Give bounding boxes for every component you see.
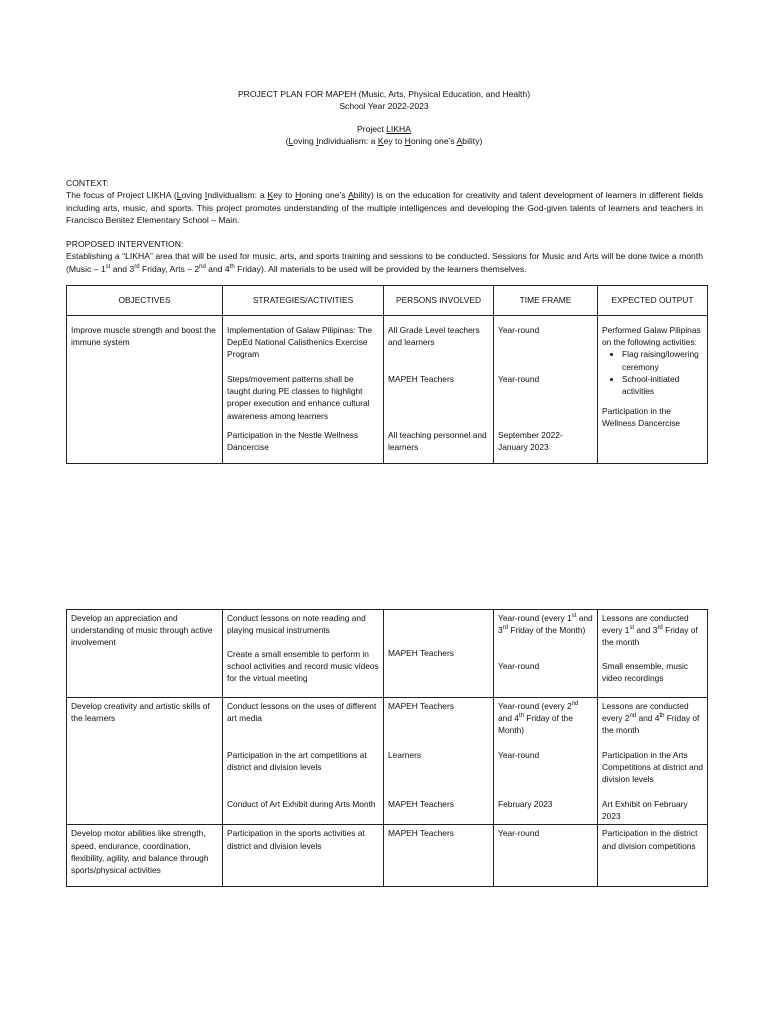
- objective-cell: Develop creativity and artistic skills of the learners: [67, 698, 223, 825]
- table-row: [67, 610, 708, 698]
- table-row: [67, 698, 708, 825]
- expected-output-cell: Participation in the district and division competitions: [598, 825, 708, 887]
- header-time-frame: TIME FRAME: [494, 286, 598, 316]
- document-header: [0, 89, 768, 147]
- expected-output-cell: Performed Galaw Pilipinas on the following activities: • Flag raising/lowering ceremony • School-initiated activities Participation in the Wellness Dancercise: [598, 316, 708, 464]
- list-item: • School-initiated activities: [622, 373, 703, 397]
- plan-table-2: [66, 609, 708, 887]
- objective-cell: Develop an appreciation and understanding of music through active involvement: [67, 610, 223, 698]
- objective-cell: Improve muscle strength and boost the immune system: [67, 316, 223, 464]
- project-name: Project LIKHA: [357, 124, 411, 134]
- project-expansion: (Loving Individualism: a Key to Honing one’s Ability): [285, 135, 483, 146]
- expected-output-cell: Lessons are conducted every 2nd and 4th Friday of the month Participation in the Arts Competitions at district and division levels Art Exhibit on February 2023: [598, 698, 708, 825]
- intervention-text: Establishing a “LIKHA” area that will be used for music, arts, and sports training and sessions to be conducted. Sessions for Music and Arts will be done twice a month (Music – 1st and 3rd Friday, Arts – 2nd and 4th Friday). All materials to be used will be provided by the learners themselves.: [66, 251, 703, 274]
- table-header-row: [67, 286, 708, 316]
- objective-cell: Develop motor abilities like strength, speed, endurance, coordination, flexibility, agility, and balance through sports/physical activities: [67, 825, 223, 887]
- expected-output-cell: Lessons are conducted every 1st and 3rd Friday of the month Small ensemble, music video recordings: [598, 610, 708, 698]
- time-frame-cell: Year-round (every 2nd and 4th Friday of the Month) Year-round February 2023: [494, 698, 598, 825]
- persons-cell: MAPEH Teachers: [384, 825, 494, 887]
- table-row: [67, 825, 708, 887]
- context-text: The focus of Project LIKHA (Loving Individualism: a Key to Honing one’s Ability) is on the education for creativity and talent development of learners in different fields including arts, music, and sports. This project promotes understanding of the multiple intelligences and developing the God-given talents of learners and teachers in Francisco Benitez Elementary School – Main.: [66, 190, 704, 226]
- intervention-heading: PROPOSED INTERVENTION:: [66, 239, 184, 249]
- header-strategies: STRATEGIES/ACTIVITIES: [223, 286, 384, 316]
- header-persons: PERSONS INVOLVED: [384, 286, 494, 316]
- school-year: School Year 2022-2023: [339, 100, 429, 111]
- table-row: [67, 316, 708, 464]
- output-bullet-list: [602, 348, 703, 397]
- time-frame-cell: Year-round (every 1st and 3rd Friday of the Month) Year-round: [494, 610, 598, 698]
- plan-table-1: [66, 285, 708, 464]
- time-frame-cell: Year-round: [494, 825, 598, 887]
- strategies-cell: Conduct lessons on note reading and playing musical instruments Create a small ensemble to perform in school activities and record music videos for the virtual meeting: [223, 610, 384, 698]
- list-item: • Flag raising/lowering ceremony: [622, 348, 703, 372]
- strategies-cell: Implementation of Galaw Pilipinas: The DepEd National Calisthenics Exercise Program Steps/movement patterns shall be taught during PE classes to highlight proper execution and enhance cultural awareness among learners Participation in the Nestle Wellness Dancercise: [223, 316, 384, 464]
- document-title: PROJECT PLAN FOR MAPEH (Music, Arts, Physical Education, and Health): [237, 89, 531, 99]
- context-heading: CONTEXT:: [66, 178, 109, 188]
- persons-cell: MAPEH Teachers: [384, 610, 494, 698]
- header-objectives: OBJECTIVES: [67, 286, 223, 316]
- strategies-cell: Participation in the sports activities at district and division levels: [223, 825, 384, 887]
- strategies-cell: Conduct lessons on the uses of different art media Participation in the art competitions at district and division levels Conduct of Art Exhibit during Arts Month: [223, 698, 384, 825]
- intervention-section: [66, 238, 703, 275]
- persons-cell: MAPEH Teachers Learners MAPEH Teachers: [384, 698, 494, 825]
- header-expected-output: EXPECTED OUTPUT: [598, 286, 708, 316]
- time-frame-cell: Year-round Year-round September 2022- January 2023: [494, 316, 598, 464]
- context-section: [66, 177, 703, 227]
- persons-cell: All Grade Level teachers and learners MAPEH Teachers All teaching personnel and learners: [384, 316, 494, 464]
